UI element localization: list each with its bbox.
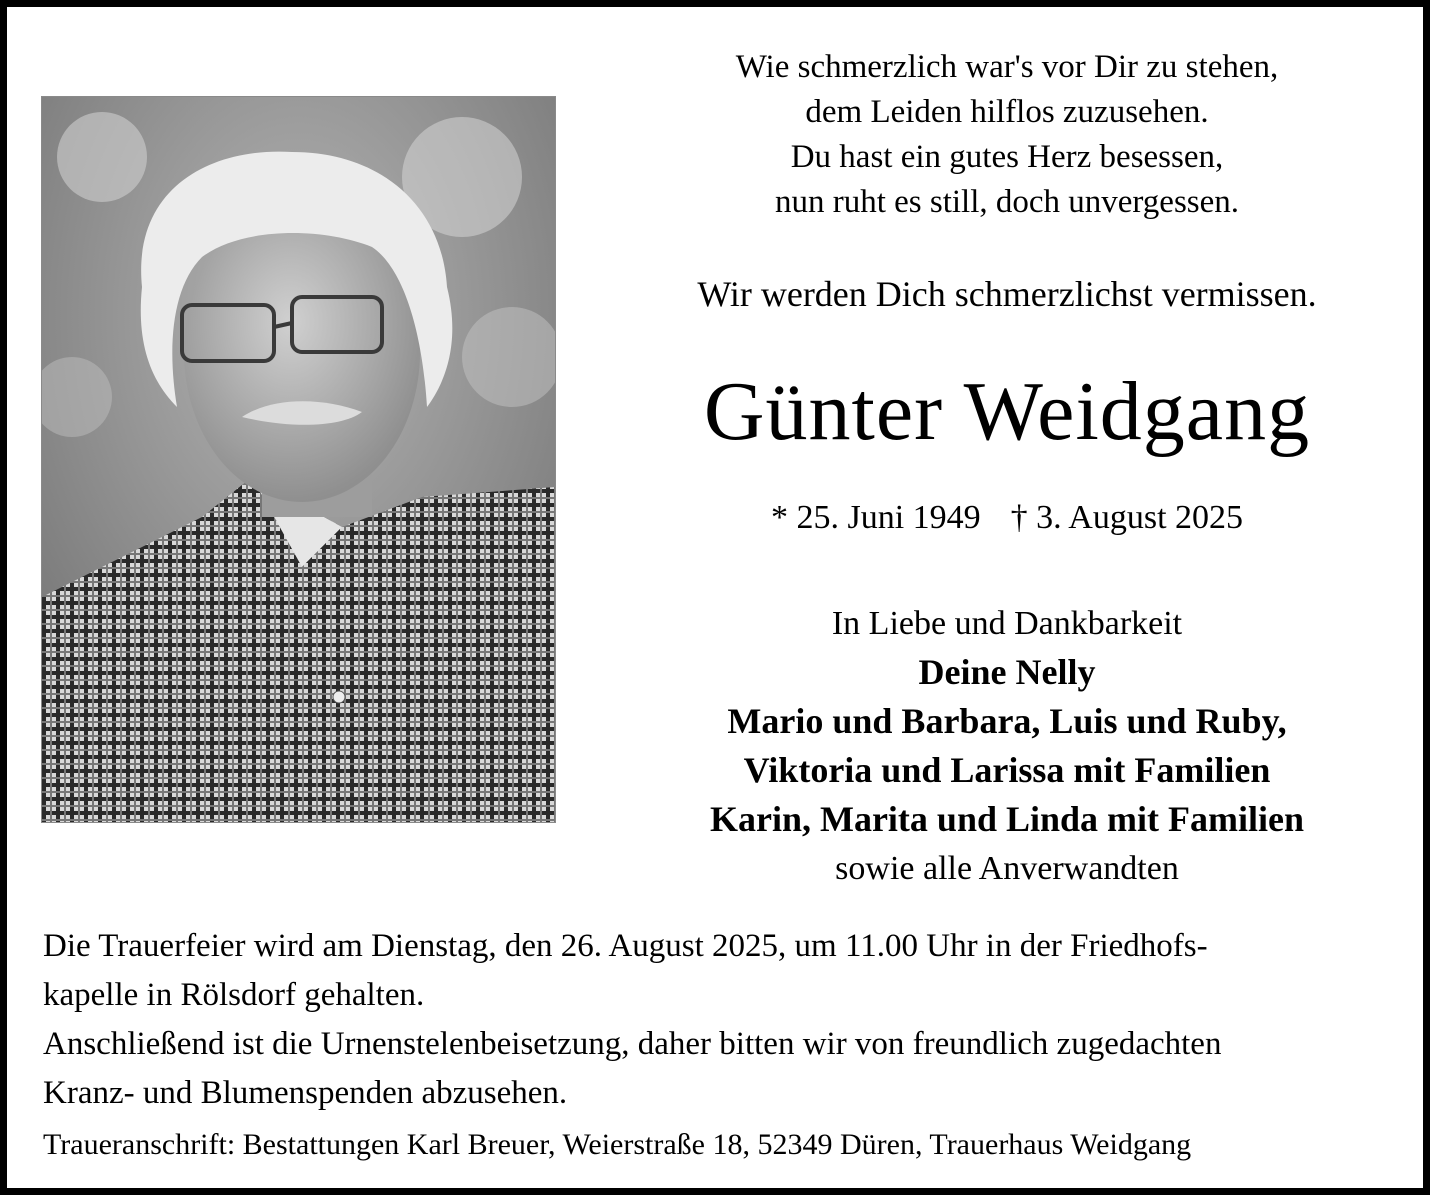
mourners-block xyxy=(567,599,1430,893)
poem-line: dem Leiden hilflos zuzusehen. xyxy=(805,94,1209,130)
service-info xyxy=(43,922,1403,1118)
poem-line: Du hast ein gutes Herz besessen, xyxy=(790,139,1224,175)
birth-date: * 25. Juni 1949 xyxy=(770,499,981,536)
mourner-name: Deine Nelly xyxy=(918,652,1096,692)
service-line: Kranz- und Blumenspenden abzusehen. xyxy=(43,1075,568,1111)
service-line: kapelle in Rölsdorf gehalten. xyxy=(43,977,425,1013)
mourner-name: Mario und Barbara, Luis und Ruby, xyxy=(727,701,1287,741)
mourner-name: Karin, Marita und Linda mit Familien xyxy=(709,799,1305,839)
mourners-intro: In Liebe und Dankbarkeit xyxy=(831,605,1183,642)
poem-line: Wie schmerzlich war's vor Dir zu stehen, xyxy=(735,49,1279,85)
poem xyxy=(567,45,1430,225)
service-line: Anschließend ist die Urnenstelenbeisetzung, daher bitten wir von freundlich zugedachten xyxy=(43,1026,1222,1062)
mourners-closing: sowie alle Anverwandten xyxy=(835,850,1179,887)
life-dates xyxy=(567,495,1430,541)
poem-line: nun ruht es still, doch unvergessen. xyxy=(774,184,1240,220)
mourner-name: Viktoria und Larissa mit Familien xyxy=(743,750,1271,790)
service-line: Die Trauerfeier wird am Dienstag, den 26. August 2025, um 11.00 Uhr in der Friedhofs- xyxy=(43,928,1208,964)
deceased-name: Günter Weidgang xyxy=(703,365,1311,458)
farewell-line: Wir werden Dich schmerzlichst vermissen. xyxy=(697,274,1317,314)
portrait-photo xyxy=(41,96,556,823)
death-date: † 3. August 2025 xyxy=(1010,499,1244,536)
mourning-address: Traueranschrift: Bestattungen Karl Breuer, Weierstraße 18, 52349 Düren, Trauerhaus Weidgang xyxy=(43,1128,1192,1161)
